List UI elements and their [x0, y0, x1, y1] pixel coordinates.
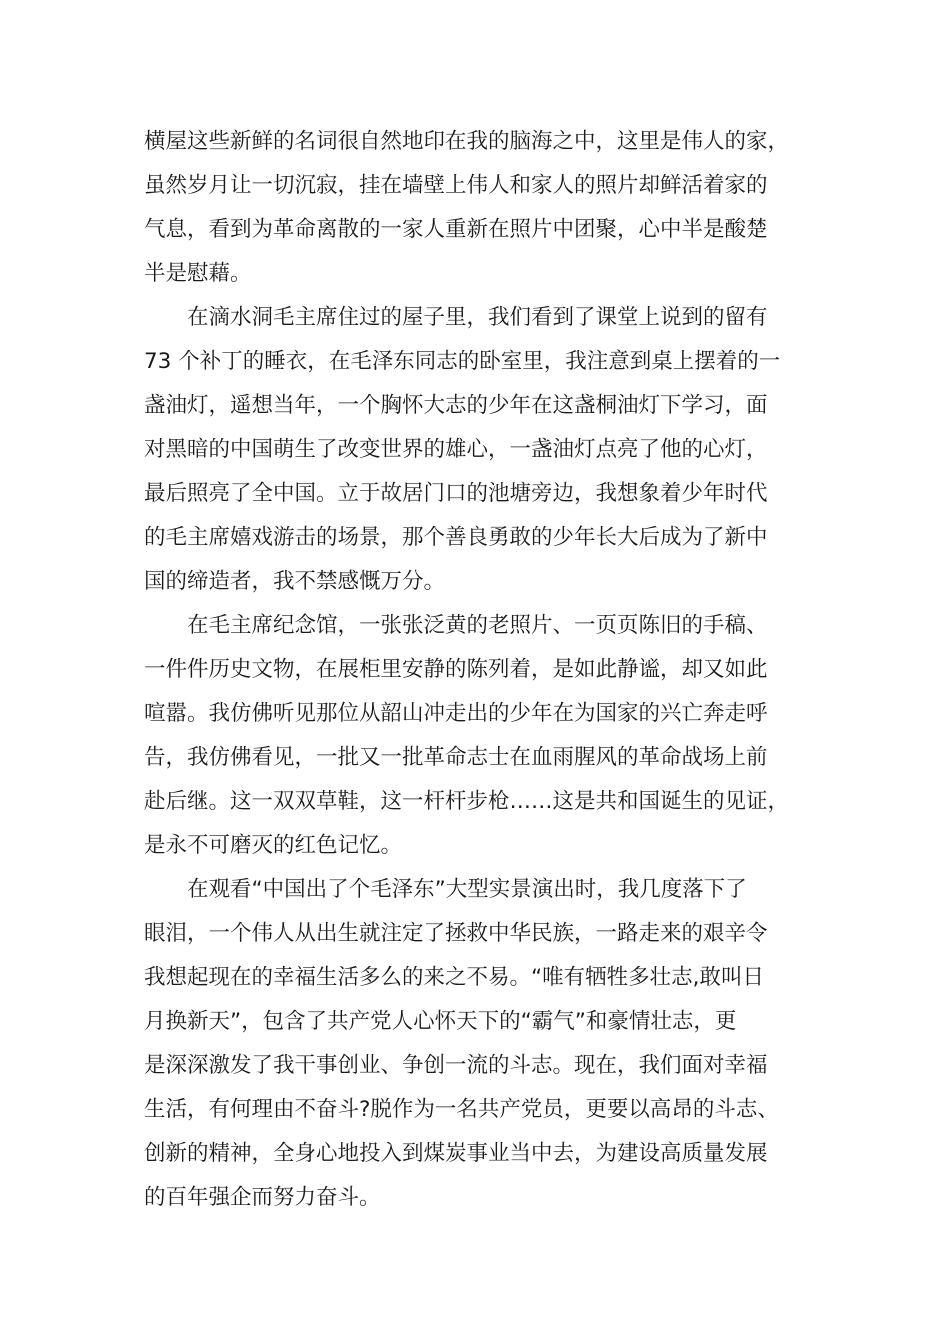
text-line: 一件件历史文物，在展柜里安静的陈列着，是如此静谧，却又如此 [144, 657, 768, 682]
text-line: 73 个补丁的睡衣，在毛泽东同志的卧室里，我注意到桌上摆着的一 [144, 349, 781, 374]
text-line: 气息，看到为革命离散的一家人重新在照片中团聚，心中半是酸楚 [144, 217, 768, 242]
text-line: 喧嚣。我仿佛听见那位从韶山冲走出的少年在为国家的兴亡奔走呼 [144, 701, 768, 726]
text-line: 最后照亮了全中国。立于故居门口的池塘旁边，我想象着少年时代 [144, 481, 768, 506]
text-line: 国的缔造者，我不禁感慨万分。 [144, 569, 446, 594]
text-line: 赴后继。这一双双草鞋，这一杆杆步枪……这是共和国诞生的见证， [144, 789, 790, 814]
text-line: 的毛主席嬉戏游击的场景，那个善良勇敢的少年长大后成为了新中 [144, 525, 768, 550]
text-line: 对黑暗的中国萌生了改变世界的雄心，一盏油灯点亮了他的心灯， [144, 437, 768, 462]
text-line: 横屋这些新鲜的名词很自然地印在我的脑海之中，这里是伟人的家， [144, 129, 790, 154]
paragraph-first-line: 在滴水洞毛主席住过的屋子里，我们看到了课堂上说到的留有 [187, 305, 768, 330]
text-line: 盏油灯，遥想当年，一个胸怀大志的少年在这盏桐油灯下学习，面 [144, 393, 768, 418]
text-line: 的百年强企而努力奋斗。 [144, 1185, 381, 1210]
paragraph-first-line: 在观看“中国出了个毛泽东”大型实景演出时，我几度落下了 [187, 877, 747, 902]
text-line: 告，我仿佛看见，一批又一批革命志士在血雨腥风的革命战场上前 [144, 745, 768, 770]
text-line: 生活，有何理由不奋斗?脱作为一名共产党员，更要以高昂的斗志、 [144, 1097, 779, 1122]
text-line: 眼泪，一个伟人从出生就注定了拯救中华民族，一路走来的艰辛令 [144, 921, 768, 946]
text-line: 半是慰藉。 [144, 261, 252, 286]
text-line: 月换新天”，包含了共产党人心怀天下的“霸气”和豪情壮志，更 [144, 1009, 737, 1034]
paragraph-first-line: 在毛主席纪念馆，一张张泛黄的老照片、一页页陈旧的手稿、 [187, 613, 768, 638]
text-line: 创新的精神，全身心地投入到煤炭事业当中去，为建设高质量发展 [144, 1141, 768, 1166]
text-line: 是永不可磨灭的红色记忆。 [144, 833, 403, 858]
text-line: 虽然岁月让一切沉寂，挂在墙壁上伟人和家人的照片却鲜活着家的 [144, 173, 768, 198]
text-line: 是深深激发了我干事创业、争创一流的斗志。现在，我们面对幸福 [144, 1053, 768, 1078]
text-line: 我想起现在的幸福生活多么的来之不易。“唯有牺牲多壮志,敢叫日 [144, 965, 764, 990]
